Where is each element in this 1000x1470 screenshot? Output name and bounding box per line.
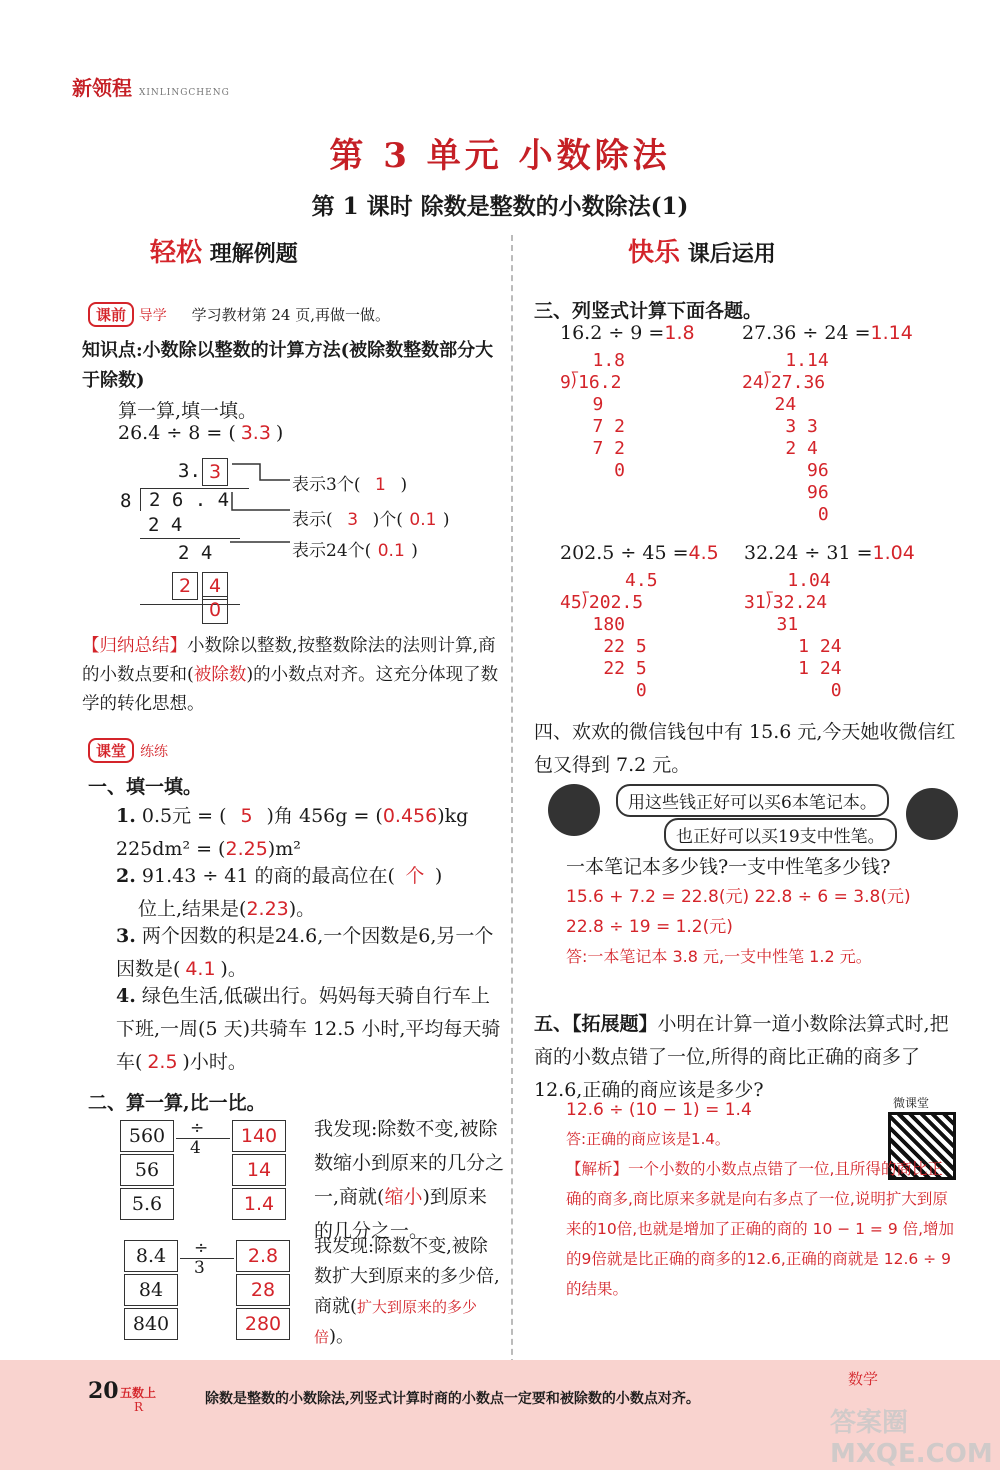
table-a-right-3: 1.4	[232, 1188, 286, 1220]
question-1	[116, 800, 506, 866]
note-2-pre: 表示(	[292, 510, 333, 530]
problem-2-work	[742, 350, 829, 526]
note-3-post: )	[411, 541, 418, 561]
problem-4-answer: 1.04	[872, 542, 915, 564]
q4-number: 4.	[116, 985, 136, 1007]
note-3-answer: 0.1	[377, 541, 405, 561]
note-1-pre: 表示3个(	[292, 475, 361, 495]
note-1-post: )	[400, 475, 408, 495]
summary-answer: 被除数	[193, 665, 247, 685]
practice-badge: 课堂	[88, 738, 134, 763]
p2-line: 96	[742, 482, 829, 503]
speech-bubble-1: 用这些钱正好可以买6本笔记本。	[616, 784, 889, 817]
finding-a	[314, 1112, 504, 1248]
p1-line: 0	[560, 460, 626, 481]
p2-line: 96	[742, 460, 829, 481]
note-3	[292, 536, 418, 561]
p4-line: 1 24	[744, 636, 842, 657]
note-2-answer-2: 0.1	[409, 510, 437, 530]
boy-avatar	[906, 788, 958, 840]
q3-text-1: 两个因数的积是24.6,一个因数是6,另一个因数是(	[116, 925, 494, 980]
division-rule-1	[140, 538, 240, 539]
q4-answer: 答:一本笔记本 3.8 元,一支中性笔 1.2 元。	[566, 947, 872, 966]
q1-text-c: 225dm² = (	[116, 838, 226, 860]
page-number: 20	[88, 1378, 119, 1404]
note-3-pre: 表示24个(	[292, 541, 372, 561]
problem-2-expression: 27.36 ÷ 24 =	[742, 322, 871, 344]
note-2-post: )	[442, 510, 450, 530]
finding-b-text-1: 我发现:除数不变,被除数扩大到原来的多少倍,商就(	[314, 1236, 500, 1317]
part1-title: 一、填一填。	[88, 776, 203, 798]
q3-text-2: )。	[220, 958, 247, 980]
table-b-left-1: 8.4	[124, 1240, 178, 1272]
p2-line: 24⟌27.36	[742, 372, 826, 393]
division-step2: 2 4	[178, 542, 213, 564]
left-section-heading	[150, 232, 298, 269]
table-b-left-2: 84	[124, 1274, 178, 1306]
problem-2-expr	[742, 322, 913, 344]
q1-answer-b: 0.456	[382, 805, 438, 827]
problem-3-answer: 4.5	[688, 542, 719, 564]
p3-line: 22 5	[560, 658, 647, 679]
p3-line: 0	[560, 680, 647, 701]
division-quotient: 3.	[178, 460, 201, 482]
preview-note: 学习教材第 24 页,再做一做。	[191, 306, 390, 324]
p1-line: 9	[560, 394, 604, 415]
qr-label: 微课堂	[893, 1096, 930, 1110]
table-b-operator: ÷ 3	[194, 1238, 209, 1278]
p1-line: 1.8	[560, 350, 626, 371]
q2-answer-2: 2.23	[246, 898, 289, 920]
problem-3-expr	[560, 542, 719, 564]
unit-title: 第 3 单元 小数除法	[329, 136, 671, 176]
q4-work-line-1: 15.6 + 7.2 = 22.8(元) 22.8 ÷ 6 = 3.8(元)	[566, 887, 911, 907]
table-b-left-3: 840	[124, 1308, 178, 1340]
problem-4-work	[744, 570, 842, 702]
arrow-1	[232, 464, 290, 480]
finding-b	[314, 1232, 504, 1352]
brand-logo	[72, 72, 230, 101]
equation-text: 26.4 ÷ 8 = (	[118, 422, 236, 444]
right-section-heading	[628, 232, 776, 269]
p3-line: 22 5	[560, 636, 647, 657]
p2-line: 0	[742, 504, 829, 525]
practice-badge-handwriting: 练练	[140, 744, 169, 760]
p4-line: 0	[744, 680, 842, 701]
right-heading-rest: 课后运用	[687, 241, 776, 267]
table-a-left-1: 560	[120, 1120, 174, 1152]
table-b-arrow	[180, 1258, 234, 1259]
q1-text-b: )角 456g = (	[266, 805, 383, 827]
part5-label: 五、	[534, 1013, 573, 1035]
q1-number: 1.	[116, 805, 136, 827]
problem-1-expr	[560, 322, 695, 344]
problem-3-expression: 202.5 ÷ 45 =	[560, 542, 689, 564]
footer-tip: 除数是整数的小数除法,列竖式计算时商的小数点一定要和被除数的小数点对齐。	[205, 1391, 700, 1407]
right-heading-big: 快乐	[628, 238, 681, 268]
p2-line: 1.14	[742, 350, 829, 371]
p2-line: 3 3	[742, 416, 818, 437]
part5-answer: 答:正确的商应该是1.4。	[566, 1130, 730, 1148]
left-heading-big: 轻松	[150, 238, 203, 268]
question-3	[116, 920, 506, 986]
subject-label: 数学	[848, 1370, 879, 1388]
left-heading-rest: 理解例题	[209, 241, 298, 267]
problem-1-expression: 16.2 ÷ 9 =	[560, 322, 665, 344]
table-a-left-2: 56	[120, 1154, 174, 1186]
example-equation	[118, 422, 283, 444]
q2-number: 2.	[116, 865, 136, 887]
division-dividend: 2 6 . 4	[140, 488, 249, 511]
q4-work	[566, 882, 911, 942]
part3-title: 三、列竖式计算下面各题。	[534, 300, 763, 322]
q2-text-3: 位上,结果是(	[138, 898, 247, 920]
division-quotient-box: 3	[202, 458, 228, 486]
part2-title: 二、算一算,比一比。	[88, 1092, 266, 1114]
speech-bubble-2: 也正好可以买19支中性笔。	[664, 818, 897, 851]
q2-text-2: )	[434, 865, 443, 887]
equation-close: )	[275, 422, 284, 444]
note-1-answer: 1	[375, 475, 386, 495]
knowledge-point: 知识点:小数除以整数的计算方法(被除数整数部分大于除数)	[82, 340, 494, 391]
q3-answer: 4.1	[185, 958, 216, 980]
preview-badge: 课前	[88, 302, 134, 327]
division-remainder-box: 0	[202, 596, 228, 624]
q4-text-1: 绿色生活,低碳出行。妈妈每天骑自行车上下班,一周(5 天)共骑车 12.5 小时,平均每天骑车(	[116, 985, 501, 1073]
table-b-right-1: 2.8	[236, 1240, 290, 1272]
p2-line: 2 4	[742, 438, 818, 459]
problem-1-answer: 1.8	[664, 322, 695, 344]
q2-text-1: 91.43 ÷ 41 的商的最高位在(	[141, 865, 395, 887]
preview-row	[88, 302, 390, 327]
logo-subtext: XINLINGCHENG	[138, 88, 230, 98]
q3-number: 3.	[116, 925, 136, 947]
part5-work: 12.6 ÷ (10 − 1) = 1.4	[566, 1100, 752, 1120]
p2-line: 24	[742, 394, 797, 415]
equation-answer: 3.3	[240, 422, 271, 444]
p3-line: 180	[560, 614, 626, 635]
table-a-right-2: 14	[232, 1154, 286, 1186]
summary-text-1: 小数除以整数,按整数除法的法则计算,商的小数点要和(	[82, 636, 496, 685]
q4-text-2: )小时。	[182, 1051, 247, 1073]
table-b-right-3: 280	[236, 1308, 290, 1340]
q1-answer-c: 2.25	[225, 838, 268, 860]
practice-row	[88, 738, 168, 763]
question-2	[116, 860, 506, 926]
problem-4-expression: 32.24 ÷ 31 =	[744, 542, 873, 564]
p4-line: 1 24	[744, 658, 842, 679]
q1-text-a: 0.5元 = (	[141, 805, 227, 827]
girl-avatar	[548, 784, 600, 836]
division-arrows	[230, 450, 300, 560]
problem-4-expr	[744, 542, 915, 564]
p1-line: 7 2	[560, 416, 626, 437]
division-step1: 2 4	[148, 514, 183, 536]
problem-3-work	[560, 570, 658, 702]
logo-text: 新领程	[72, 76, 132, 100]
part5-text: 小明在计算一道小数除法算式时,把商的小数点错了一位,所得的商比正确的商多了12.6,正确的商应该是多少?	[534, 1013, 949, 1101]
table-b-right-2: 28	[236, 1274, 290, 1306]
note-1	[292, 470, 407, 495]
table-a-operator: ÷ 4	[190, 1118, 205, 1158]
q1-answer-a: 5	[240, 805, 253, 827]
division-step2-box-2: 4	[202, 572, 228, 600]
finding-a-text-2: )到原来的几分之一。	[314, 1186, 487, 1242]
table-a-arrow	[176, 1138, 230, 1139]
p3-line: 45⟌202.5	[560, 592, 644, 613]
column-divider	[511, 235, 513, 1375]
finding-b-answer: 扩大到原来的多少倍	[314, 1298, 478, 1346]
division-step2-box-1: 2	[172, 572, 198, 600]
note-2	[292, 505, 450, 530]
p4-line: 1.04	[744, 570, 831, 591]
part5-analysis: 【解析】一个小数的小数点点错了一位,且所得的商比正确的商多,商比原来多就是向右多点了一位,说明扩大到原来的10倍,也就是增加了正确的商的 10 − 1 = 9 倍,增加的9倍就是比正确的商多的12.6,正确的商就是 12.6 ÷ 9 的结果。	[566, 1160, 955, 1298]
summary-block	[82, 632, 502, 719]
note-2-mid: )个(	[372, 510, 403, 530]
calc-prompt: 算一算,填一填。	[118, 400, 258, 422]
q1-unit-b: )kg	[437, 805, 469, 827]
summary-text-2: )的小数点对齐。这充分体现了数学的转化思想。	[82, 665, 499, 714]
edition-label: R	[134, 1400, 144, 1414]
preview-badge-handwriting: 导学	[138, 308, 167, 324]
p4-line: 31	[744, 614, 799, 635]
table-a-left-3: 5.6	[120, 1188, 174, 1220]
book-label: 五数上	[120, 1386, 157, 1400]
q2-answer-1: 个	[405, 865, 425, 887]
lesson-title: 第 1 课时 除数是整数的小数除法(1)	[311, 193, 689, 220]
division-divisor: 8	[120, 490, 132, 512]
problem-2-answer: 1.14	[870, 322, 913, 344]
table-a-right-1: 140	[232, 1120, 286, 1152]
q1-unit-c: )m²	[267, 838, 301, 860]
watermark: 答案圈 MXQE.COM	[830, 1408, 993, 1469]
part4-title: 四、欢欢的微信钱包中有 15.6 元,今天她收微信红包又得到 7.2 元。	[534, 721, 956, 776]
p4-line: 31⟌32.24	[744, 592, 828, 613]
finding-a-text-1: 我发现:除数不变,被除数缩小到原来的几分之一,商就(	[314, 1118, 505, 1208]
problem-1-work	[560, 350, 625, 482]
arrow-2	[232, 492, 290, 510]
question-4	[116, 980, 506, 1079]
finding-a-answer: 缩小	[384, 1186, 423, 1208]
p1-line: 9⟌16.2	[560, 372, 622, 393]
q4-work-line-2: 22.8 ÷ 19 = 1.2(元)	[566, 917, 733, 937]
part5-block	[534, 1008, 964, 1107]
p1-line: 7 2	[560, 438, 626, 459]
note-2-answer: 3	[347, 510, 359, 530]
q4-question: 一本笔记本多少钱?一支中性笔多少钱?	[566, 856, 891, 878]
q2-text-4: )。	[288, 898, 316, 920]
summary-tag: 【归纳总结】	[82, 636, 187, 656]
q4-answer: 2.5	[147, 1051, 178, 1073]
finding-b-text-2: )。	[329, 1326, 355, 1347]
part5-tag: 【拓展题】	[572, 1013, 658, 1035]
p3-line: 4.5	[560, 570, 658, 591]
